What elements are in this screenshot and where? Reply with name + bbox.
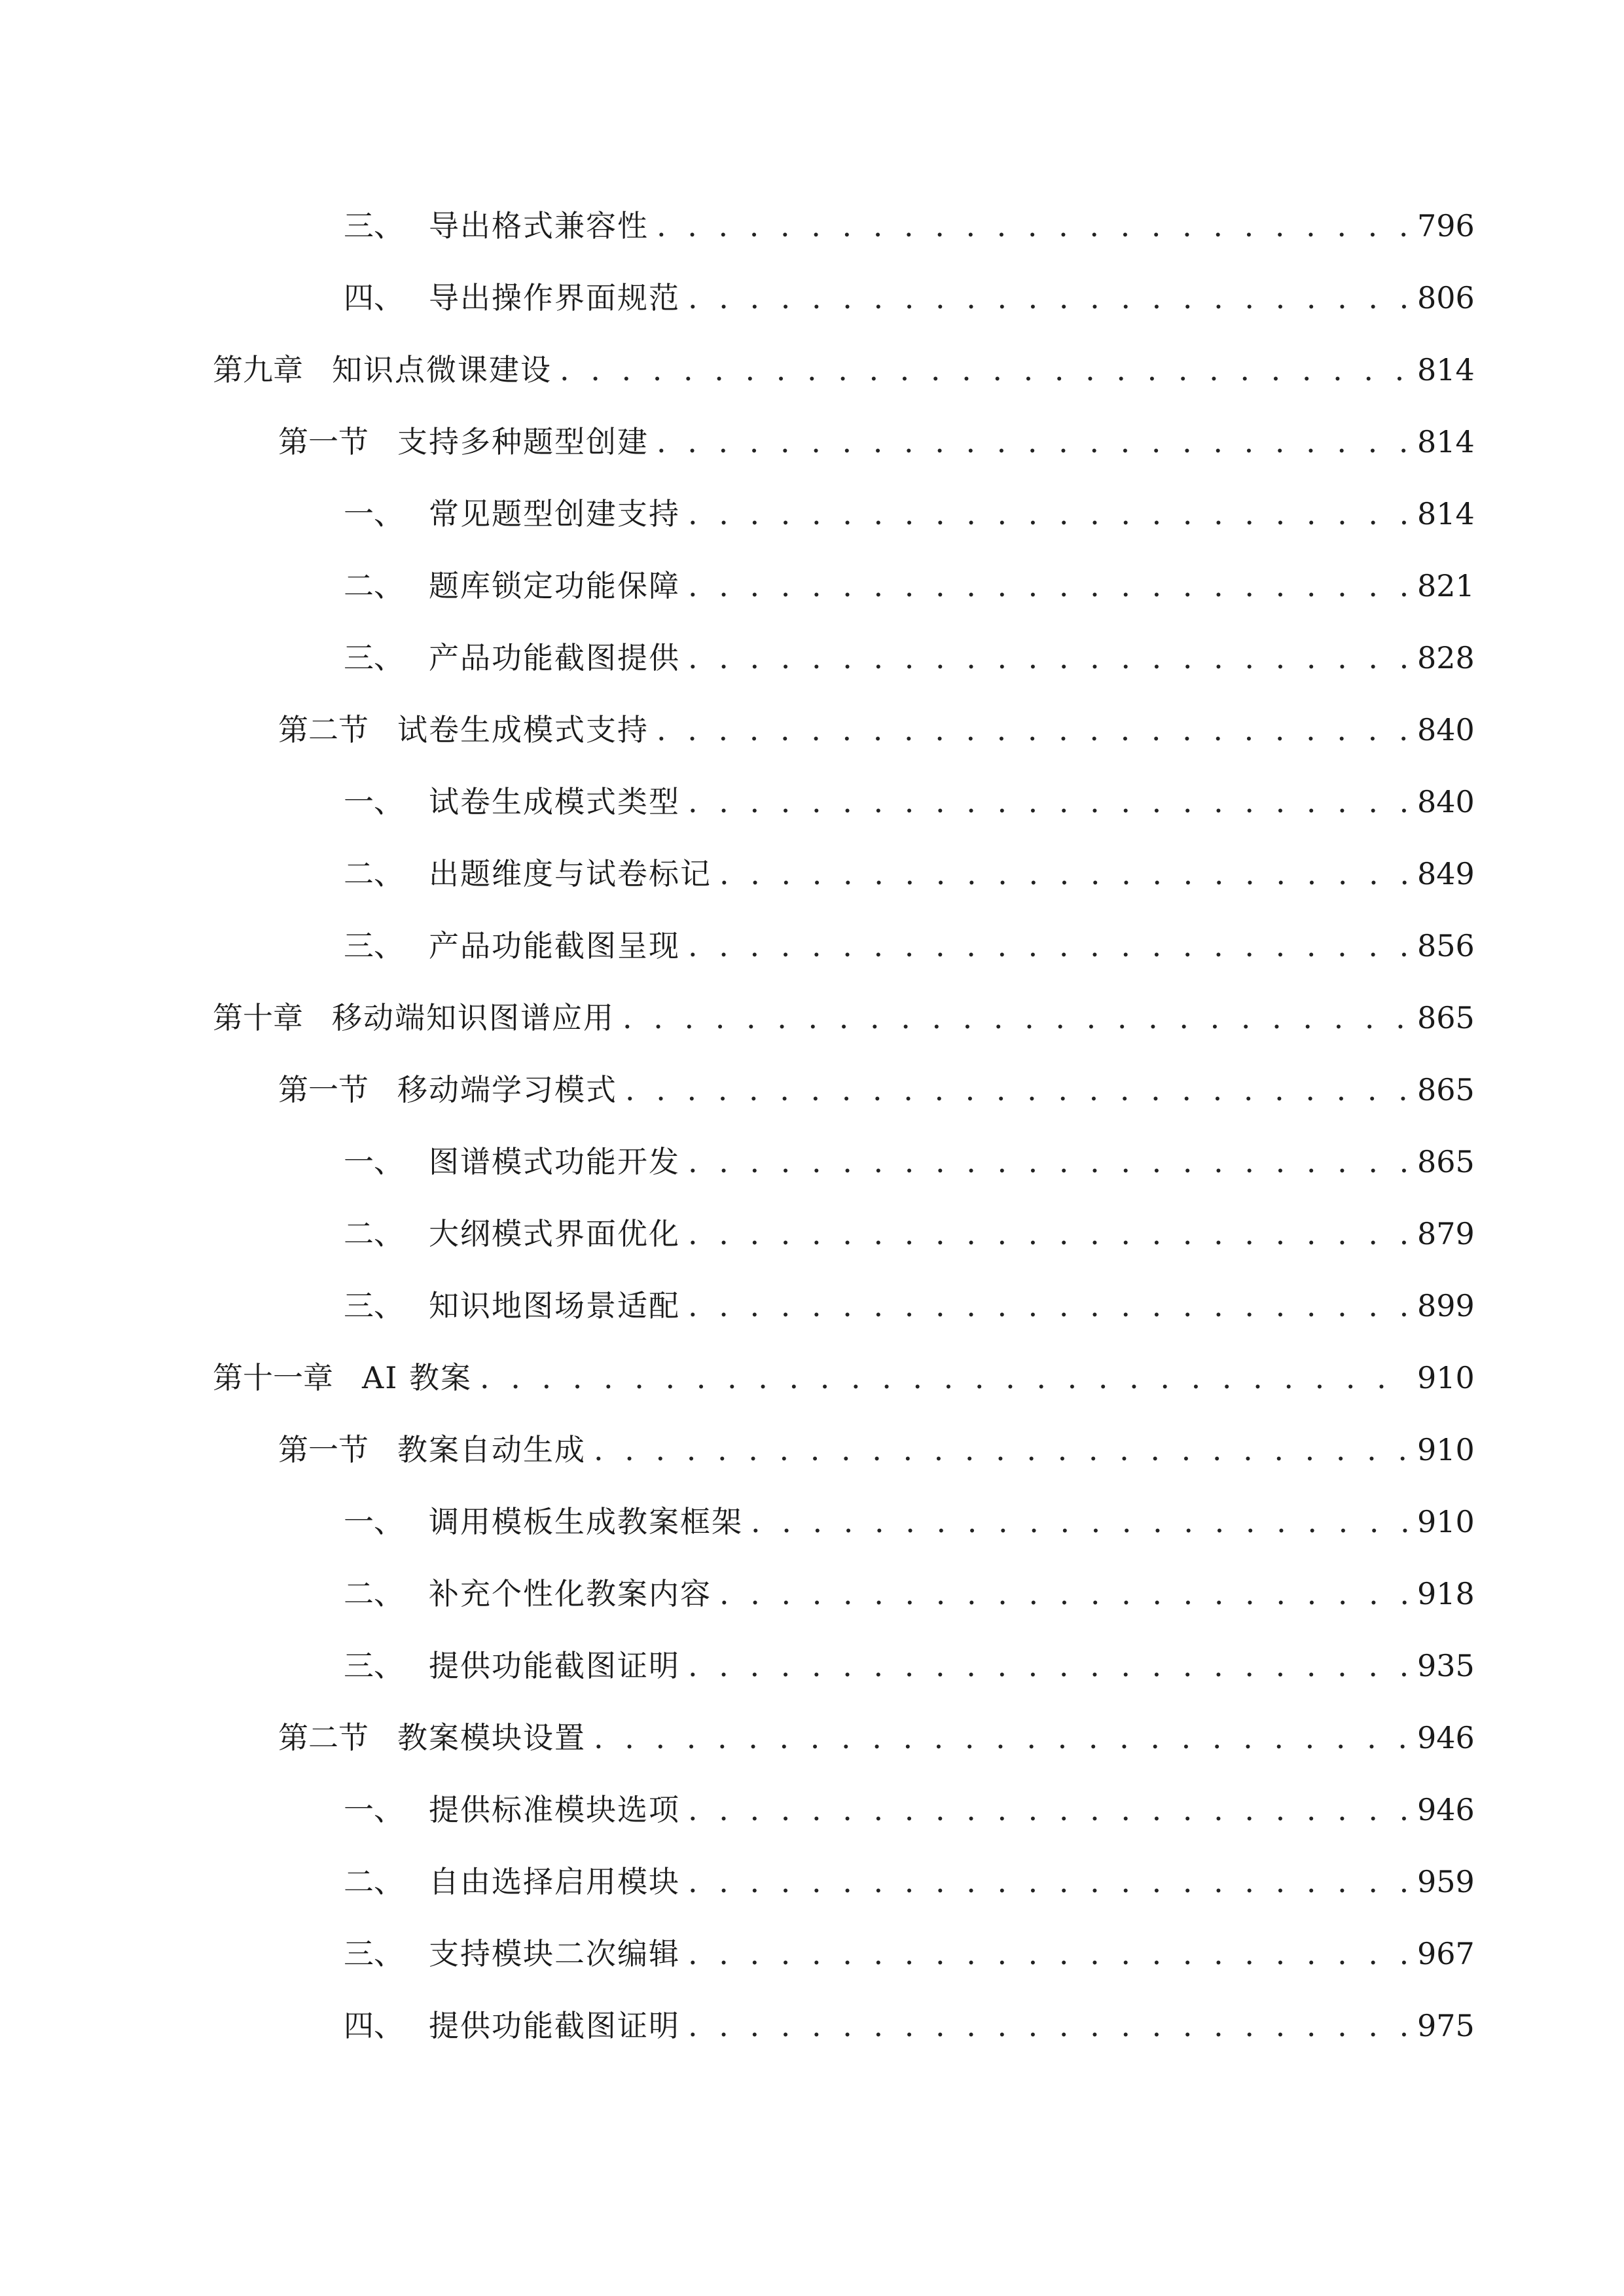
toc-entry[interactable] xyxy=(213,838,1475,910)
toc-section[interactable] xyxy=(213,1414,1475,1486)
toc-entry-number: 一、 xyxy=(344,496,404,531)
dot-leader xyxy=(625,1054,1408,1126)
toc-entry-page: 910 xyxy=(1417,1432,1475,1467)
toc-entry-number: 第二节 xyxy=(278,712,369,747)
toc-entry[interactable] xyxy=(213,262,1475,334)
toc-entry[interactable] xyxy=(213,1630,1475,1702)
toc-entry[interactable] xyxy=(213,1918,1475,1990)
toc-entry-page: 865 xyxy=(1417,1000,1475,1035)
toc-entry-title: 教案自动生成 xyxy=(397,1432,586,1467)
toc-entry-number: 第九章 xyxy=(213,352,303,387)
toc-entry-number: 第十章 xyxy=(213,1000,303,1035)
toc-entry-number: 一、 xyxy=(344,784,404,819)
toc-entry-number: 第一节 xyxy=(278,424,369,459)
toc-entry-page: 975 xyxy=(1417,2008,1475,2043)
toc-entry-number: 三、 xyxy=(344,1288,404,1323)
toc-entry-title: 大纲模式界面优化 xyxy=(429,1216,680,1251)
toc-entry-title: 教案模块设置 xyxy=(397,1720,586,1755)
toc-entry-number: 二、 xyxy=(344,856,404,891)
dot-leader xyxy=(719,838,1408,910)
toc-entry-number: 一、 xyxy=(344,1144,404,1179)
toc-entry-number: 三、 xyxy=(344,208,404,243)
toc-section[interactable] xyxy=(213,694,1475,766)
toc-entry[interactable] xyxy=(213,478,1475,550)
toc-entry-page: 821 xyxy=(1417,568,1475,603)
toc-entry-title: 补充个性化教案内容 xyxy=(429,1576,712,1611)
toc-entry-page: 946 xyxy=(1417,1792,1475,1827)
dot-leader xyxy=(688,1126,1408,1198)
toc-entry-title: AI 教案 xyxy=(362,1360,473,1395)
toc-entry-title: 产品功能截图呈现 xyxy=(429,928,680,963)
toc-entry-number: 四、 xyxy=(344,280,404,315)
toc-entry[interactable] xyxy=(213,1774,1475,1846)
toc-entry[interactable] xyxy=(213,766,1475,838)
toc-entry[interactable] xyxy=(213,1270,1475,1342)
toc-section[interactable] xyxy=(213,1702,1475,1774)
dot-leader xyxy=(719,1558,1408,1630)
toc-entry[interactable] xyxy=(213,190,1475,262)
toc-entry-page: 910 xyxy=(1417,1504,1475,1539)
toc-entry-page: 910 xyxy=(1417,1360,1475,1395)
toc-entry-title: 出题维度与试卷标记 xyxy=(429,856,712,891)
dot-leader xyxy=(688,1846,1408,1918)
dot-leader xyxy=(688,1774,1408,1846)
toc-chapter[interactable] xyxy=(213,334,1475,406)
toc-entry-page: 828 xyxy=(1417,640,1475,675)
dot-leader xyxy=(751,1486,1408,1558)
toc-entry-page: 946 xyxy=(1417,1720,1475,1755)
toc-entry-number: 第一节 xyxy=(278,1072,369,1107)
toc-entry-page: 879 xyxy=(1417,1216,1475,1251)
dot-leader xyxy=(657,190,1408,262)
toc-entry-number: 第十一章 xyxy=(213,1360,333,1395)
toc-entry-title: 调用模板生成教案框架 xyxy=(429,1504,743,1539)
toc-entry-title: 移动端知识图谱应用 xyxy=(332,1000,615,1035)
toc-entry-number: 二、 xyxy=(344,1864,404,1899)
toc-entry-title: 支持模块二次编辑 xyxy=(429,1936,680,1971)
toc-entry-page: 814 xyxy=(1417,352,1475,387)
toc-entry-title: 题库锁定功能保障 xyxy=(429,568,680,603)
table-of-contents xyxy=(213,190,1475,2062)
dot-leader xyxy=(688,766,1408,838)
dot-leader xyxy=(657,406,1408,478)
toc-entry[interactable] xyxy=(213,622,1475,694)
toc-entry[interactable] xyxy=(213,1486,1475,1558)
toc-entry-number: 四、 xyxy=(344,2008,404,2043)
toc-entry[interactable] xyxy=(213,1126,1475,1198)
toc-entry[interactable] xyxy=(213,1846,1475,1918)
toc-entry-title: 知识点微课建设 xyxy=(332,352,552,387)
toc-entry-number: 一、 xyxy=(344,1792,404,1827)
dot-leader xyxy=(594,1702,1408,1774)
dot-leader xyxy=(688,478,1408,550)
toc-entry-title: 移动端学习模式 xyxy=(397,1072,617,1107)
toc-entry-number: 二、 xyxy=(344,1576,404,1611)
toc-entry-page: 814 xyxy=(1417,496,1475,531)
toc-entry-number: 二、 xyxy=(344,568,404,603)
toc-entry-page: 935 xyxy=(1417,1648,1475,1683)
toc-entry-page: 865 xyxy=(1417,1144,1475,1179)
toc-entry-title: 支持多种题型创建 xyxy=(397,424,649,459)
toc-entry-title: 提供功能截图证明 xyxy=(429,2008,680,2043)
toc-entry-title: 常见题型创建支持 xyxy=(429,496,680,531)
dot-leader xyxy=(688,550,1408,622)
toc-entry-title: 试卷生成模式支持 xyxy=(397,712,649,747)
dot-leader xyxy=(688,1630,1408,1702)
toc-entry-page: 959 xyxy=(1417,1864,1475,1899)
toc-entry-title: 提供功能截图证明 xyxy=(429,1648,680,1683)
toc-entry-title: 提供标准模块选项 xyxy=(429,1792,680,1827)
dot-leader xyxy=(480,1342,1408,1414)
dot-leader xyxy=(688,1990,1408,2062)
dot-leader xyxy=(688,1270,1408,1342)
toc-entry-number: 三、 xyxy=(344,1936,404,1971)
dot-leader xyxy=(657,694,1408,766)
toc-entry-number: 三、 xyxy=(344,1648,404,1683)
toc-chapter[interactable] xyxy=(213,1342,1475,1414)
toc-entry-page: 967 xyxy=(1417,1936,1475,1971)
dot-leader xyxy=(623,982,1408,1054)
toc-entry-number: 第二节 xyxy=(278,1720,369,1755)
toc-entry-number: 三、 xyxy=(344,928,404,963)
toc-entry-number: 二、 xyxy=(344,1216,404,1251)
toc-entry-title: 图谱模式功能开发 xyxy=(429,1144,680,1179)
dot-leader xyxy=(688,622,1408,694)
toc-entry-page: 899 xyxy=(1417,1288,1475,1323)
toc-entry-number: 第一节 xyxy=(278,1432,369,1467)
dot-leader xyxy=(688,1918,1408,1990)
toc-entry-page: 840 xyxy=(1417,784,1475,819)
toc-section[interactable] xyxy=(213,406,1475,478)
dot-leader xyxy=(688,1198,1408,1270)
toc-entry-title: 导出操作界面规范 xyxy=(429,280,680,315)
toc-entry-title: 知识地图场景适配 xyxy=(429,1288,680,1323)
toc-entry-page: 849 xyxy=(1417,856,1475,891)
toc-entry[interactable] xyxy=(213,1990,1475,2062)
toc-entry-number: 一、 xyxy=(344,1504,404,1539)
toc-entry-title: 导出格式兼容性 xyxy=(429,208,649,243)
toc-entry-page: 796 xyxy=(1417,208,1475,243)
toc-entry-page: 806 xyxy=(1417,280,1475,315)
dot-leader xyxy=(594,1414,1408,1486)
toc-entry[interactable] xyxy=(213,1558,1475,1630)
dot-leader xyxy=(560,334,1408,406)
toc-entry-page: 814 xyxy=(1417,424,1475,459)
dot-leader xyxy=(688,262,1408,334)
toc-entry-title: 试卷生成模式类型 xyxy=(429,784,680,819)
toc-entry-page: 840 xyxy=(1417,712,1475,747)
toc-entry-number: 三、 xyxy=(344,640,404,675)
toc-entry-page: 865 xyxy=(1417,1072,1475,1107)
toc-section[interactable] xyxy=(213,1054,1475,1126)
toc-entry[interactable] xyxy=(213,1198,1475,1270)
toc-entry[interactable] xyxy=(213,550,1475,622)
toc-entry-page: 856 xyxy=(1417,928,1475,963)
toc-entry-title: 自由选择启用模块 xyxy=(429,1864,680,1899)
dot-leader xyxy=(688,910,1408,982)
toc-entry-page: 918 xyxy=(1417,1576,1475,1611)
toc-entry[interactable] xyxy=(213,910,1475,982)
toc-entry-title: 产品功能截图提供 xyxy=(429,640,680,675)
toc-chapter[interactable] xyxy=(213,982,1475,1054)
